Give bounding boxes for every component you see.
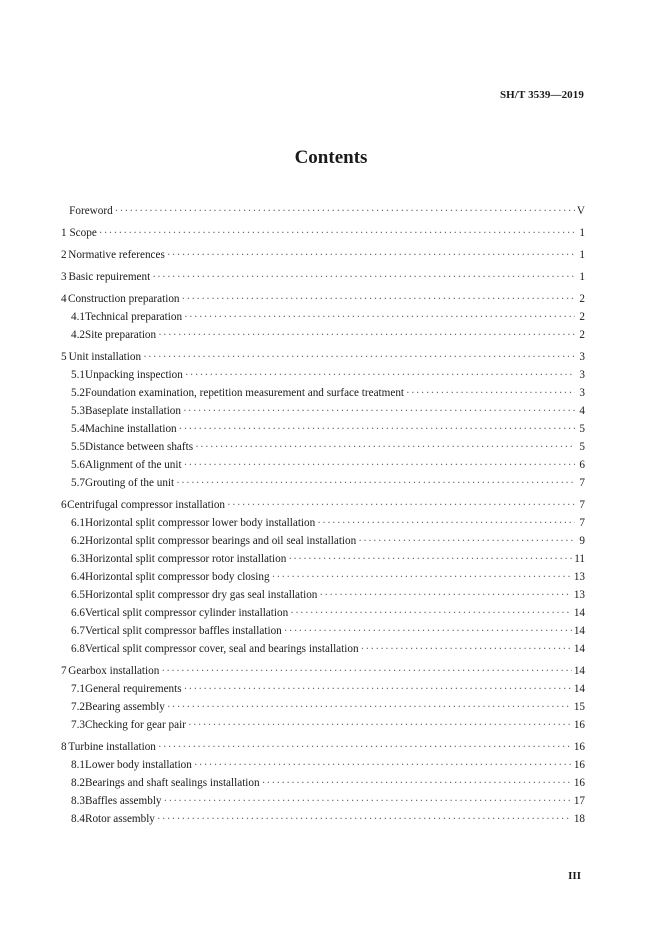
dot-leader xyxy=(167,249,575,261)
toc-entry xyxy=(61,625,585,643)
toc-entry-page: 7 xyxy=(579,517,585,529)
toc-entry-number: 7 xyxy=(61,665,67,677)
toc-entry-number: 7.2 xyxy=(71,701,85,713)
toc-entry-page: 4 xyxy=(579,405,585,417)
toc-entry-number: 4.2 xyxy=(71,329,85,341)
toc-entry-page: 5 xyxy=(579,423,585,435)
toc-entry xyxy=(61,369,585,387)
dot-leader xyxy=(176,477,575,489)
toc-entry-number: 1 xyxy=(61,227,67,239)
toc-entry-number: 4.1 xyxy=(71,311,85,323)
toc-entry-page: 14 xyxy=(573,683,585,695)
dot-leader xyxy=(188,719,572,731)
toc-entry xyxy=(61,741,585,759)
toc-entry xyxy=(61,589,585,607)
standard-code: SH/T 3539—2019 xyxy=(499,89,584,101)
toc-entry-number: 7.3 xyxy=(71,719,85,731)
toc-entry xyxy=(61,205,585,223)
toc-entry-title: Vertical split compressor cylinder installation xyxy=(84,607,289,619)
dot-leader xyxy=(158,329,575,341)
toc-entry-number: 7.1 xyxy=(71,683,85,695)
toc-entry-title: Vertical split compressor cover, seal and bearings installation xyxy=(84,643,359,655)
dot-leader xyxy=(167,701,572,713)
dot-leader xyxy=(99,227,575,239)
toc-entry-number: 6.2 xyxy=(71,535,85,547)
toc-entry-title: Unit installation xyxy=(68,351,142,363)
dot-leader xyxy=(319,589,571,601)
dot-leader xyxy=(184,683,572,695)
toc-entry xyxy=(61,293,585,311)
toc-entry xyxy=(61,643,585,661)
toc-entry-title: Grouting of the unit xyxy=(84,477,175,489)
toc-entry-title: Construction preparation xyxy=(67,293,180,305)
toc-entry-title: Bearings and shaft sealings installation xyxy=(84,777,260,789)
toc-entry-page: 1 xyxy=(579,227,585,239)
dot-leader xyxy=(184,459,575,471)
toc-entry-number: 5.1 xyxy=(71,369,85,381)
toc-entry xyxy=(61,405,585,423)
dot-leader xyxy=(317,517,575,529)
dot-leader xyxy=(161,665,572,677)
toc-entry-page: 11 xyxy=(574,553,585,565)
toc-entry-number: 6 xyxy=(61,499,67,511)
toc-entry-title: Horizontal split compressor dry gas seal installation xyxy=(84,589,318,601)
toc-entry-title: Alignment of the unit xyxy=(84,459,182,471)
toc-entry-number: 6.5 xyxy=(71,589,85,601)
toc-entry-page: 6 xyxy=(579,459,585,471)
toc-entry xyxy=(61,477,585,495)
toc-entry xyxy=(61,795,585,813)
dot-leader xyxy=(158,741,572,753)
toc-entry xyxy=(61,271,585,289)
dot-leader xyxy=(143,351,575,363)
toc-entry-number: 6.8 xyxy=(71,643,85,655)
toc-entry-title: Basic repuirement xyxy=(68,271,151,283)
toc-entry-number: 5.4 xyxy=(71,423,85,435)
toc-entry-page: 2 xyxy=(579,329,585,341)
toc-entry-title: General requirements xyxy=(84,683,182,695)
toc-entry-page: 16 xyxy=(573,777,585,789)
toc-entry-page: 9 xyxy=(579,535,585,547)
toc-entry-page: 14 xyxy=(573,643,585,655)
dot-leader xyxy=(288,553,572,565)
toc-entry-page: 3 xyxy=(579,351,585,363)
toc-entry xyxy=(61,517,585,535)
toc-entry xyxy=(61,683,585,701)
toc-entry-title: Site preparation xyxy=(84,329,157,341)
dot-leader xyxy=(183,405,575,417)
toc-entry xyxy=(61,249,585,267)
toc-entry-number: 8.2 xyxy=(71,777,85,789)
toc-entry xyxy=(61,665,585,683)
dot-leader xyxy=(182,293,575,305)
toc-entry-page: 1 xyxy=(579,249,585,261)
toc-entry-page: 16 xyxy=(573,719,585,731)
dot-leader xyxy=(262,777,572,789)
toc-entry-number: 4 xyxy=(61,293,67,305)
toc-entry-page: V xyxy=(576,205,585,217)
toc-entry-page: 14 xyxy=(573,665,585,677)
toc-entry-title: Unpacking inspection xyxy=(84,369,183,381)
toc-entry-page: 13 xyxy=(573,589,585,601)
toc-entry-page: 2 xyxy=(579,311,585,323)
toc-entry-number: 5.3 xyxy=(71,405,85,417)
dot-leader xyxy=(164,795,572,807)
dot-leader xyxy=(185,369,575,381)
dot-leader xyxy=(290,607,572,619)
toc-entry-page: 5 xyxy=(579,441,585,453)
toc-entry-page: 2 xyxy=(579,293,585,305)
dot-leader xyxy=(152,271,575,283)
toc-entry-page: 1 xyxy=(579,271,585,283)
toc-entry-title: Machine installation xyxy=(84,423,177,435)
toc-entry-title: Horizontal split compressor lower body installation xyxy=(84,517,316,529)
toc-entry-title: Checking for gear pair xyxy=(84,719,186,731)
toc-entry-number: 5.7 xyxy=(71,477,85,489)
toc-entry xyxy=(61,227,585,245)
toc-entry-title: Baffles assembly xyxy=(84,795,162,807)
toc-entry-number: 2 xyxy=(61,249,67,261)
table-of-contents xyxy=(61,205,585,831)
toc-entry xyxy=(61,553,585,571)
toc-entry-title: Gearbox installation xyxy=(68,665,160,677)
toc-entry-number: 5.6 xyxy=(71,459,85,471)
toc-entry-number: 6.3 xyxy=(71,553,85,565)
toc-entry xyxy=(61,777,585,795)
toc-entry-title: Bearing assembly xyxy=(84,701,165,713)
toc-entry-number: 8.1 xyxy=(71,759,85,771)
toc-entry xyxy=(61,499,585,517)
toc-entry-title: Lower body installation xyxy=(84,759,192,771)
dot-leader xyxy=(184,311,575,323)
toc-entry-title: Vertical split compressor baffles installation xyxy=(84,625,282,637)
toc-entry-number: 8 xyxy=(61,741,67,753)
page-number: III xyxy=(568,870,581,882)
toc-entry-page: 14 xyxy=(573,607,585,619)
toc-entry xyxy=(61,813,585,831)
toc-entry-page: 14 xyxy=(573,625,585,637)
toc-entry-page: 7 xyxy=(579,499,585,511)
dot-leader xyxy=(195,441,575,453)
toc-entry-title: Scope xyxy=(69,227,97,239)
toc-entry-page: 15 xyxy=(573,701,585,713)
dot-leader xyxy=(284,625,572,637)
toc-entry-page: 3 xyxy=(579,387,585,399)
toc-entry xyxy=(61,571,585,589)
toc-entry xyxy=(61,441,585,459)
toc-entry xyxy=(61,535,585,553)
toc-entry-title: Distance between shafts xyxy=(84,441,194,453)
dot-leader xyxy=(179,423,575,435)
toc-entry xyxy=(61,607,585,625)
toc-entry xyxy=(61,701,585,719)
toc-entry-title: Turbine installation xyxy=(68,741,156,753)
toc-entry-title: Horizontal split compressor bearings and oil seal installation xyxy=(84,535,357,547)
toc-entry-page: 17 xyxy=(573,795,585,807)
toc-entry-number: 6.7 xyxy=(71,625,85,637)
dot-leader xyxy=(157,813,572,825)
toc-entry-title: Foundation examination, repetition measurement and surface treatment xyxy=(84,387,405,399)
toc-entry-page: 13 xyxy=(573,571,585,583)
dot-leader xyxy=(406,387,575,399)
toc-entry-title: Horizontal split compressor rotor installation xyxy=(84,553,287,565)
toc-entry-title: Baseplate installation xyxy=(84,405,181,417)
dot-leader xyxy=(358,535,575,547)
toc-entry-number: 6.4 xyxy=(71,571,85,583)
toc-entry-number: 8.3 xyxy=(71,795,85,807)
toc-entry xyxy=(61,719,585,737)
toc-entry-number: 5.5 xyxy=(71,441,85,453)
toc-entry-title: Technical preparation xyxy=(84,311,183,323)
dot-leader xyxy=(194,759,572,771)
toc-entry-page: 16 xyxy=(573,741,585,753)
toc-entry xyxy=(61,311,585,329)
toc-entry-title: Horizontal split compressor body closing xyxy=(84,571,270,583)
dot-leader xyxy=(227,499,575,511)
toc-entry-page: 7 xyxy=(579,477,585,489)
toc-entry xyxy=(61,759,585,777)
toc-entry-title: Centrifugal compressor installation xyxy=(67,499,226,511)
toc-entry xyxy=(61,387,585,405)
toc-entry-title: Rotor assembly xyxy=(84,813,155,825)
toc-entry-number: 3 xyxy=(61,271,67,283)
toc-entry-page: 18 xyxy=(573,813,585,825)
toc-entry-number: 5 xyxy=(61,351,67,363)
toc-entry-number: 8.4 xyxy=(71,813,85,825)
toc-entry xyxy=(61,459,585,477)
page-title: Contents xyxy=(294,147,368,168)
dot-leader xyxy=(272,571,572,583)
toc-entry-number: 5.2 xyxy=(71,387,85,399)
toc-entry xyxy=(61,423,585,441)
toc-entry-title: Normative references xyxy=(68,249,165,261)
toc-entry-number: 6.1 xyxy=(71,517,85,529)
toc-entry xyxy=(61,351,585,369)
dot-leader xyxy=(115,205,575,217)
toc-entry-page: 16 xyxy=(573,759,585,771)
toc-entry-number: 6.6 xyxy=(71,607,85,619)
toc-entry-page: 3 xyxy=(579,369,585,381)
toc-entry-title: Foreword xyxy=(69,205,113,217)
dot-leader xyxy=(361,643,572,655)
toc-entry xyxy=(61,329,585,347)
